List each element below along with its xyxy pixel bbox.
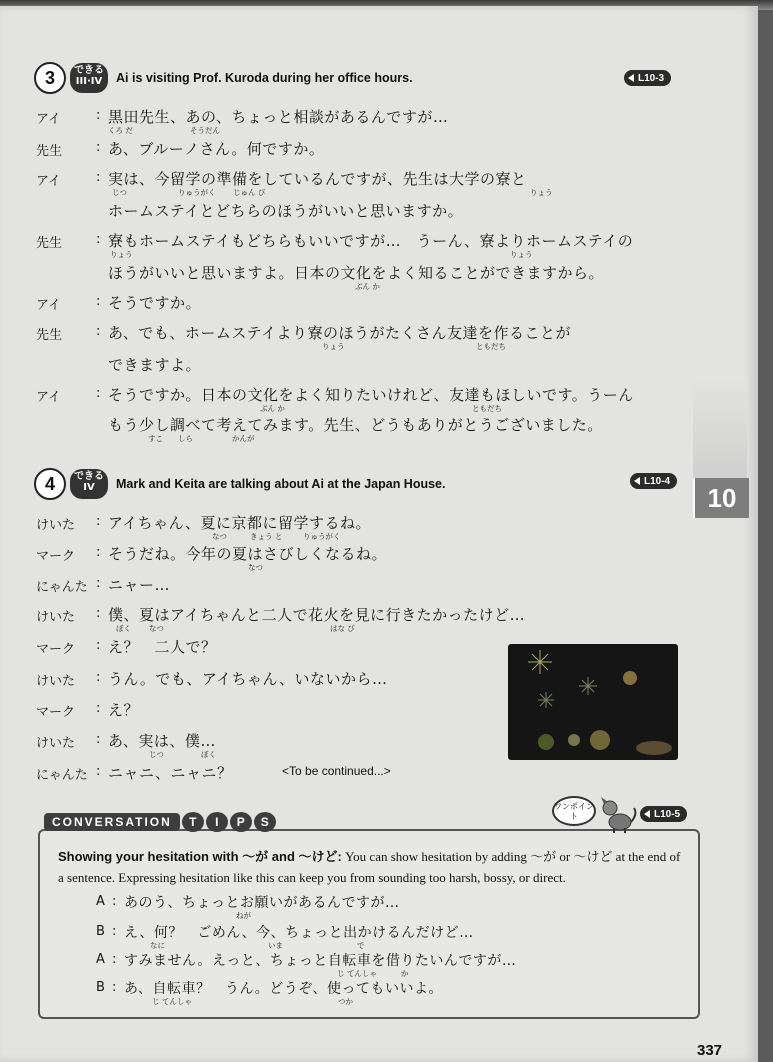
speaker-name: 先生 xyxy=(36,328,63,343)
furigana: きょう と xyxy=(250,532,283,541)
speaker-name: 先生 xyxy=(36,144,63,159)
speaker-colon: : xyxy=(96,514,101,529)
dialogue-line: あ、でも、ホームステイより寮のほうがたくさん友達を作ることが xyxy=(108,324,572,342)
speaker-colon: : xyxy=(96,545,101,560)
dialogue-line: ホームステイとどちらのほうがいいと思いますか。 xyxy=(108,202,464,220)
speaker-name: マーク xyxy=(36,705,76,720)
furigana: はな び xyxy=(330,624,355,633)
page-number: 337 xyxy=(697,1042,723,1059)
speaker-name: マーク xyxy=(36,549,76,564)
furigana: ともだち xyxy=(472,404,502,413)
furigana: じつ xyxy=(112,188,127,197)
dog-icon xyxy=(598,794,640,834)
speaker-colon: : xyxy=(96,764,101,779)
furigana: なつ xyxy=(212,532,227,541)
furigana: くろ だ xyxy=(108,126,133,135)
section-4-header xyxy=(34,468,445,500)
example-colon: : xyxy=(112,924,117,939)
dialogue-line: 実は、今留学の準備をしているんですが、先生は大学の寮と xyxy=(108,170,527,188)
dialogue-line: あ、実は、僕… xyxy=(108,732,216,750)
dekiru-badge: できる III·IV xyxy=(70,63,108,93)
dialogue-line: できますよ。 xyxy=(108,356,202,374)
example-colon: : xyxy=(112,952,117,967)
speaker-name: アイ xyxy=(36,390,61,405)
fireworks-image xyxy=(508,644,678,760)
tips-heading: Showing your hesitation with ～が and ～けど: xyxy=(58,849,342,864)
furigana: りょう xyxy=(322,342,345,351)
speaker-name: アイ xyxy=(36,298,61,313)
tips-explanation xyxy=(58,846,688,888)
dialogue-line: ニャー… xyxy=(108,576,171,594)
dialogue-line: 黒田先生、あの、ちょっと相談があるんですが… xyxy=(108,108,449,126)
conversation-label: CONVERSATION xyxy=(44,813,180,831)
dialogue-line: あ、ブルーノさん。何ですか。 xyxy=(108,140,325,158)
dialogue-line: え？ 二人で？ xyxy=(108,638,217,656)
speaker-colon: : xyxy=(96,732,101,747)
speaker-colon: : xyxy=(96,701,101,716)
speaker-colon: : xyxy=(96,606,101,621)
speaker-colon: : xyxy=(96,232,101,247)
example-speaker: A xyxy=(96,894,105,909)
section-3-header xyxy=(34,62,413,94)
fireworks-photo xyxy=(508,644,678,760)
tips-letter: T xyxy=(182,812,204,832)
example-line: え、何？ ごめん、今、ちょっと出かけるんだけど… xyxy=(124,925,474,941)
to-be-continued: <To be continued...> xyxy=(282,764,391,778)
dialogue-line: アイちゃん、夏に京都に留学するね。 xyxy=(108,514,372,532)
furigana: か xyxy=(401,969,409,978)
example-line: あのう、ちょっとお願いがあるんですが… xyxy=(124,895,400,911)
speaker-name: アイ xyxy=(36,112,61,127)
furigana: りゅうがく xyxy=(178,188,216,197)
speaker-name: けいた xyxy=(36,518,76,533)
audio-track-button[interactable]: L10-5 xyxy=(640,806,687,822)
speaker-name: マーク xyxy=(36,642,76,657)
furigana: じ てんしゃ xyxy=(152,997,192,1006)
speaker-icon xyxy=(628,74,634,82)
furigana: じゅん び xyxy=(233,188,266,197)
tips-letter: P xyxy=(230,812,252,832)
furigana: りゅうがく xyxy=(303,532,341,541)
example-speaker: B xyxy=(96,980,105,995)
section-title: Ai is visiting Prof. Kuroda during her office hours. xyxy=(116,71,413,85)
speaker-name: にゃんた xyxy=(36,768,88,783)
furigana: しら xyxy=(178,434,193,443)
furigana: じ てんしゃ xyxy=(337,969,377,978)
furigana: かんが xyxy=(232,434,255,443)
speaker-icon xyxy=(634,477,640,485)
furigana: すこ xyxy=(148,434,163,443)
furigana: ぶん か xyxy=(260,404,285,413)
furigana: で xyxy=(357,941,365,950)
speaker-name: 先生 xyxy=(36,236,63,251)
furigana: じつ xyxy=(149,750,164,759)
speaker-colon: : xyxy=(96,294,101,309)
furigana: いま xyxy=(268,941,283,950)
dialogue-line: 僕、夏はアイちゃんと二人で花火を見に行きたかったけど… xyxy=(108,606,526,624)
speaker-name: けいた xyxy=(36,610,76,625)
speaker-colon: : xyxy=(96,324,101,339)
dialogue-line: ニャニ、ニャニ？ xyxy=(108,764,233,782)
conversation-tips-banner xyxy=(44,812,276,832)
dialogue-line: ほうがいいと思いますよ。日本の文化をよく知ることができますから。 xyxy=(108,264,605,282)
dialogue-line: 寮もホームステイもどちらもいいですが… うーん、寮よりホームステイの xyxy=(108,232,634,250)
dialogue-line: そうだね。今年の夏はさびしくなるね。 xyxy=(108,545,388,563)
speaker-icon xyxy=(644,810,650,818)
audio-track-button[interactable]: L10-4 xyxy=(630,473,677,489)
chapter-tab-shadow xyxy=(693,380,747,478)
speaker-name: けいた xyxy=(36,674,76,689)
furigana: りょう xyxy=(530,188,553,197)
speaker-colon: : xyxy=(96,670,101,685)
dialogue-line: え？ xyxy=(108,701,140,719)
audio-track-button[interactable]: L10-3 xyxy=(624,70,671,86)
example-speaker: A xyxy=(96,952,105,967)
furigana: なつ xyxy=(248,563,263,572)
dialogue-line: そうですか。日本の文化をよく知りたいけれど、友達もほしいです。うーん xyxy=(108,386,634,404)
dialogue-line: もう少し調べて考えてみます。先生、どうもありがとうございました。 xyxy=(108,416,603,434)
speaker-colon: : xyxy=(96,170,101,185)
example-colon: : xyxy=(112,980,117,995)
furigana: そうだん xyxy=(190,126,220,135)
furigana: りょう xyxy=(510,250,533,259)
dialogue-line: うん。でも、アイちゃん、いないから… xyxy=(108,670,388,688)
furigana: つか xyxy=(338,997,353,1006)
example-colon: : xyxy=(112,894,117,909)
speaker-name: アイ xyxy=(36,174,61,189)
tips-body: You can show hesitation by adding ～が or ～けど at the end of a sentence. Expressing hesitation like this can keep you from sounding too harsh, bossy, or direct. xyxy=(58,849,681,885)
section-number: 4 xyxy=(34,468,66,500)
speaker-name: けいた xyxy=(36,736,76,751)
example-line: すみません。えっと、ちょっと自転車を借りたいんですが… xyxy=(124,953,517,969)
example-line: あ、自転車？ うん。どうぞ、使ってもいいよ。 xyxy=(124,981,443,997)
one-point-bubble: ワンポイント xyxy=(552,796,596,826)
speaker-colon: : xyxy=(96,140,101,155)
furigana: ぼく xyxy=(201,750,216,759)
dekiru-badge: できる IV xyxy=(70,469,108,499)
furigana: ともだち xyxy=(476,342,506,351)
tips-letter: S xyxy=(254,812,276,832)
furigana: なつ xyxy=(149,624,164,633)
speaker-colon: : xyxy=(96,386,101,401)
furigana: ぼく xyxy=(116,624,131,633)
speaker-name: にゃんた xyxy=(36,580,88,595)
example-speaker: B xyxy=(96,924,105,939)
speaker-colon: : xyxy=(96,108,101,123)
tips-letter: I xyxy=(206,812,228,832)
section-number: 3 xyxy=(34,62,66,94)
speaker-colon: : xyxy=(96,638,101,653)
chapter-tab: 10 xyxy=(693,478,749,518)
furigana: ねが xyxy=(236,911,251,920)
dialogue-line: そうですか。 xyxy=(108,294,202,312)
furigana: りょう xyxy=(110,250,133,259)
furigana: なに xyxy=(150,941,165,950)
section-title: Mark and Keita are talking about Ai at the Japan House. xyxy=(116,477,446,491)
speaker-colon: : xyxy=(96,576,101,591)
furigana: ぶん か xyxy=(355,282,380,291)
